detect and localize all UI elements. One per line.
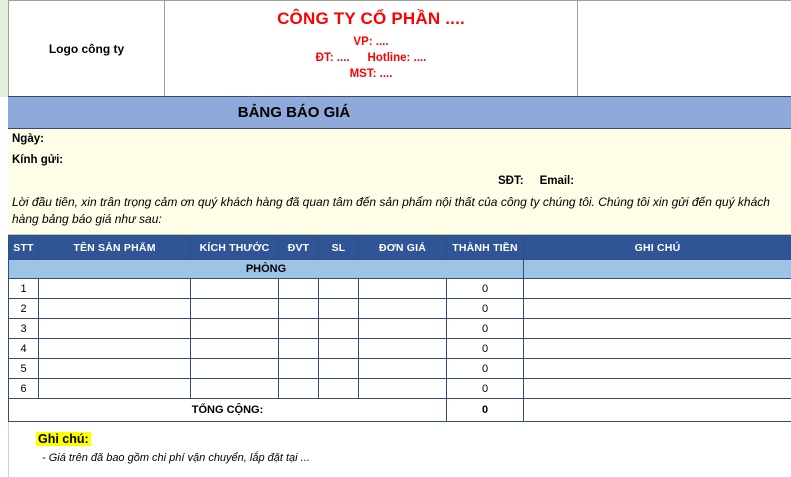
- company-tax-code: MST: ....: [349, 68, 393, 80]
- cell-quantity[interactable]: [319, 339, 359, 359]
- cell-product-name[interactable]: [39, 379, 191, 399]
- cell-unit[interactable]: [279, 359, 319, 379]
- cell-note[interactable]: [524, 339, 791, 359]
- info-block: [8, 129, 791, 235]
- cell-unit-price[interactable]: [359, 319, 447, 339]
- cell-unit[interactable]: [279, 379, 319, 399]
- document-title-bar: [8, 97, 791, 129]
- date-row: [8, 129, 791, 149]
- cell-stt: 4: [9, 339, 39, 359]
- col-stt: STT: [9, 236, 39, 260]
- col-size: KÍCH THƯỚC: [191, 236, 279, 260]
- table-row: [9, 379, 791, 399]
- section-label: PHÒNG: [9, 260, 524, 279]
- company-logo-label: Logo công ty: [48, 41, 125, 56]
- cell-unit[interactable]: [279, 279, 319, 299]
- cell-unit[interactable]: [279, 319, 319, 339]
- table-row: [9, 299, 791, 319]
- cell-amount: 0: [447, 359, 524, 379]
- page-title: BẢNG BÁO GIÁ: [8, 104, 579, 121]
- cell-quantity[interactable]: [319, 279, 359, 299]
- cell-unit[interactable]: [279, 299, 319, 319]
- document-content: [8, 0, 791, 464]
- company-contact-line: [165, 50, 577, 66]
- notes-block: [8, 422, 791, 464]
- cell-quantity[interactable]: [319, 359, 359, 379]
- table-row: [9, 279, 791, 299]
- company-logo-cell: [8, 1, 165, 96]
- cell-stt: 2: [9, 299, 39, 319]
- table-row: [9, 319, 791, 339]
- company-hotline-label: Hotline: ....: [367, 52, 427, 64]
- cell-unit-price[interactable]: [359, 279, 447, 299]
- cell-size[interactable]: [191, 379, 279, 399]
- cell-product-name[interactable]: [39, 299, 191, 319]
- cell-note[interactable]: [524, 359, 791, 379]
- table-row: [9, 359, 791, 379]
- cell-stt: 3: [9, 319, 39, 339]
- total-note-cell[interactable]: [524, 399, 791, 422]
- contact-group: [498, 171, 574, 191]
- email-label: Email:: [539, 175, 575, 187]
- col-unit-price: ĐƠN GIÁ: [359, 236, 447, 260]
- company-office: VP: ....: [353, 36, 389, 48]
- cell-amount: 0: [447, 319, 524, 339]
- total-row: [9, 399, 791, 422]
- col-quantity: SL: [319, 236, 359, 260]
- company-phone-label: ĐT: ....: [315, 52, 350, 64]
- col-product-name: TÊN SẢN PHẨM: [39, 236, 191, 260]
- recipient-label: Kính gửi:: [12, 154, 64, 166]
- recipient-row: [8, 149, 791, 171]
- cell-stt: 5: [9, 359, 39, 379]
- cell-note[interactable]: [524, 319, 791, 339]
- company-info-cell: [165, 1, 578, 96]
- cell-stt: 6: [9, 379, 39, 399]
- col-note: GHI CHÚ: [524, 236, 791, 260]
- company-name: CÔNG TY CỔ PHẦN ....: [277, 9, 465, 28]
- cell-product-name[interactable]: [39, 319, 191, 339]
- cell-note[interactable]: [524, 379, 791, 399]
- cell-unit-price[interactable]: [359, 299, 447, 319]
- cell-product-name[interactable]: [39, 279, 191, 299]
- cell-unit-price[interactable]: [359, 379, 447, 399]
- table-header-row: [9, 236, 791, 260]
- cell-size[interactable]: [191, 359, 279, 379]
- section-note-cell[interactable]: [524, 260, 791, 279]
- cell-stt: 1: [9, 279, 39, 299]
- notes-line-1: - Giá trên đã bao gồm chi phí vận chuyển, lắp đặt tại ...: [42, 452, 310, 464]
- cell-product-name[interactable]: [39, 359, 191, 379]
- cell-size[interactable]: [191, 319, 279, 339]
- cell-unit-price[interactable]: [359, 339, 447, 359]
- quotation-table: [8, 235, 791, 422]
- cell-amount: 0: [447, 279, 524, 299]
- total-label: TỔNG CỘNG:: [9, 399, 447, 422]
- cell-amount: 0: [447, 299, 524, 319]
- cell-quantity[interactable]: [319, 299, 359, 319]
- cell-size[interactable]: [191, 339, 279, 359]
- phone-label: SĐT:: [498, 175, 524, 187]
- table-row: [9, 339, 791, 359]
- cell-quantity[interactable]: [319, 319, 359, 339]
- section-row: [9, 260, 791, 279]
- document-header: [8, 0, 791, 97]
- cell-amount: 0: [447, 379, 524, 399]
- col-unit: ĐVT: [279, 236, 319, 260]
- total-value: 0: [447, 399, 524, 422]
- cell-unit-price[interactable]: [359, 359, 447, 379]
- cell-unit[interactable]: [279, 339, 319, 359]
- date-label: Ngày:: [12, 133, 44, 145]
- contact-row: [8, 171, 791, 191]
- cell-size[interactable]: [191, 279, 279, 299]
- cell-note[interactable]: [524, 279, 791, 299]
- col-amount: THÀNH TIỀN: [447, 236, 524, 260]
- cell-size[interactable]: [191, 299, 279, 319]
- cell-product-name[interactable]: [39, 339, 191, 359]
- cell-quantity[interactable]: [319, 379, 359, 399]
- cell-note[interactable]: [524, 299, 791, 319]
- notes-title: Ghi chú:: [38, 432, 89, 446]
- intro-paragraph: Lời đầu tiên, xin trân trọng cảm ơn quý khách hàng đã quan tâm đến sản phẩm nội thất của công ty chúng tôi. Chúng tôi xin gửi đến quý khách hàng bảng báo giá như sau:: [12, 195, 770, 226]
- header-blank-cell: [578, 1, 791, 96]
- cell-amount: 0: [447, 339, 524, 359]
